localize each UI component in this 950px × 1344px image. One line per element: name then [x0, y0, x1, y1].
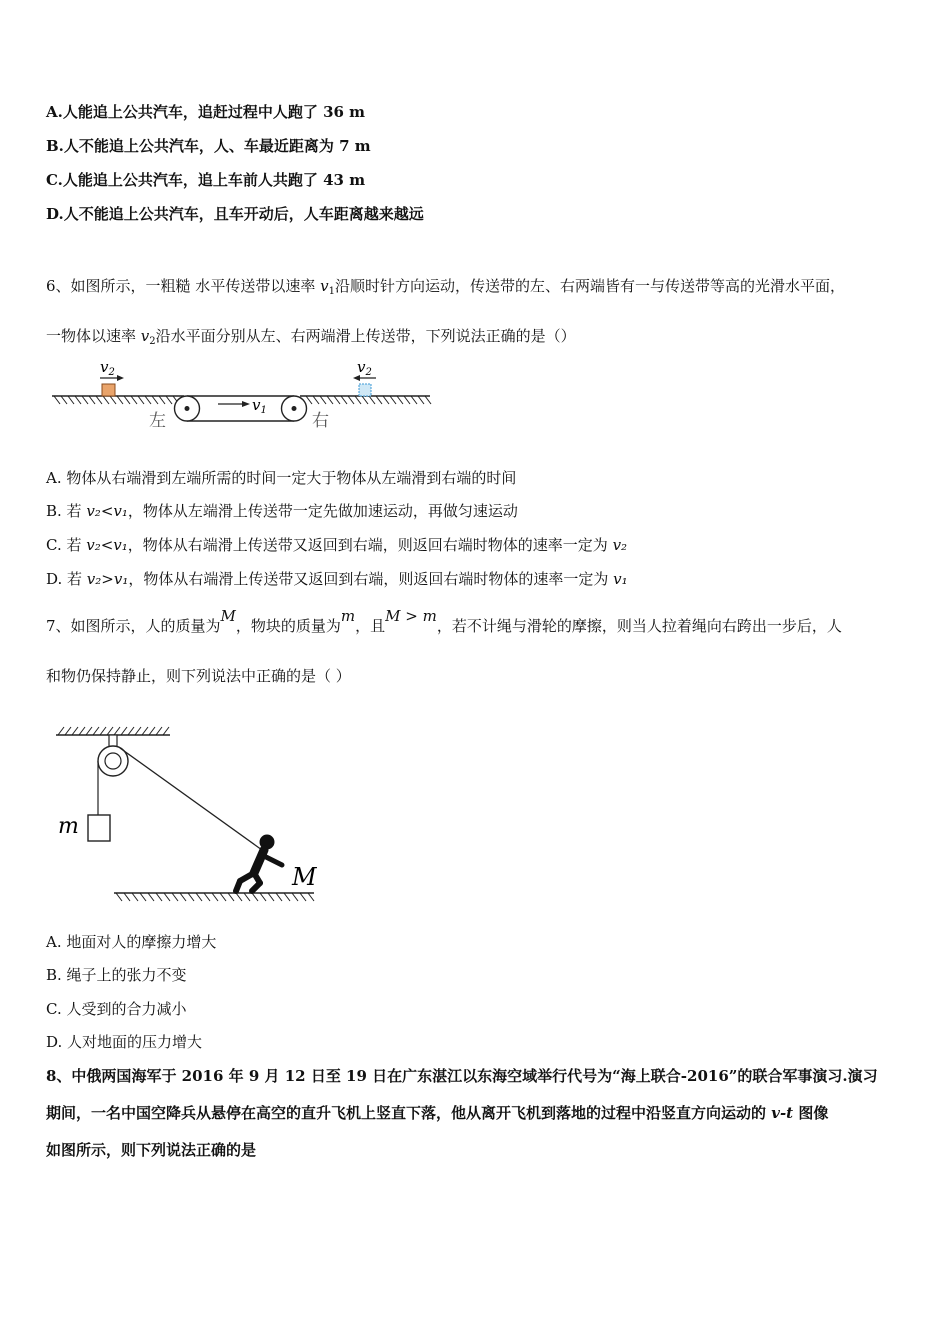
left-v2-label	[100, 358, 115, 378]
q6-option-d	[46, 569, 628, 589]
q6-option-d-post: ，物体从右端滑上传送带又返回到右端，则返回右端时物体的速率一定为	[128, 570, 614, 588]
q6-stem-v2: v	[140, 327, 150, 345]
man-silhouette	[236, 835, 282, 891]
q8-line2	[46, 1103, 828, 1123]
v1-arrowhead	[242, 401, 250, 407]
left-v2-arrowhead	[117, 375, 124, 381]
q6-option-c-post: ，物体从右端滑上传送带又返回到右端，则返回右端时物体的速率一定为	[127, 536, 613, 554]
pulley-figure	[46, 715, 336, 910]
left-ground-hatch	[54, 396, 179, 404]
q6-stem-v2-sub: 2	[149, 336, 156, 347]
q7-stem-c: ，且	[355, 617, 386, 635]
q6-option-b-post: ，物体从左端滑上传送带一定先做加速运动，再做匀速运动	[127, 502, 518, 520]
ground-hatch	[116, 893, 314, 901]
q6-stem-text-d: 沿水平面分别从左、右两端滑上传送带，下列说法正确的是（）	[155, 327, 576, 345]
q7-stem-d: ，若不计绳与滑轮的摩擦，则当人拉着绳向右跨出一步后，人	[436, 617, 842, 635]
label-M: M	[292, 863, 317, 891]
v1-label-sub: 1	[260, 405, 267, 416]
v1-label-letter: v	[252, 396, 261, 414]
left-v2-sub: 2	[108, 367, 115, 378]
right-v2-sub: 2	[365, 367, 372, 378]
right-v2-label	[357, 358, 372, 378]
q7-stem-a: 7、如图所示，人的质量为	[46, 617, 221, 635]
ceiling-hatch	[58, 727, 169, 735]
q7-sym-cond: M > m	[385, 607, 437, 625]
q7-stem-line1	[46, 607, 842, 636]
q8-vt: v-t	[771, 1104, 794, 1122]
left-block	[102, 384, 115, 396]
q8-line2-b: 图像	[793, 1104, 829, 1122]
q8-line3: 如图所示，则下列说法正确的是	[46, 1141, 257, 1159]
q6-stem-text-c: 一物体以速率	[46, 327, 141, 345]
q6-stem-v1: v	[320, 277, 329, 295]
q6-option-c-cond: v₂<v₁	[86, 536, 128, 554]
q6-option-c-end: v₂	[612, 536, 628, 554]
q6-stem-text-a: 6、如图所示，一粗糙 水平传送带以速率	[46, 277, 321, 295]
left-roller-axle	[185, 406, 190, 411]
q7-stem-line2: 和物仍保持静止，则下列说法中正确的是（ ）	[46, 667, 351, 685]
q8-line2-a: 期间，一名中国空降兵从悬停在高空的直升飞机上竖直下落，他从离开飞机到落地的过程中沿竖直方向运动的	[46, 1104, 772, 1122]
q6-option-c	[46, 535, 627, 555]
q6-option-b	[46, 501, 518, 521]
q7-option-c: C. 人受到的合力减小	[46, 1000, 187, 1018]
conveyor-belt-figure	[46, 356, 436, 436]
q7-sym-M: M	[220, 607, 236, 625]
q6-stem-line2	[46, 326, 576, 346]
q5-option-b: B.人不能追上公共汽车，人、车最近距离为 7 m	[46, 137, 371, 155]
label-right: 右	[312, 411, 329, 431]
q6-option-a: A. 物体从右端滑到左端所需的时间一定大于物体从左端滑到右端的时间	[46, 469, 517, 487]
v1-label	[252, 396, 267, 416]
q6-option-d-cond: v₂>v₁	[86, 570, 129, 588]
right-block	[359, 384, 371, 396]
label-left: 左	[149, 411, 166, 431]
q6-option-d-pre: D. 若	[46, 570, 87, 588]
q6-stem-line1	[46, 276, 845, 296]
q7-option-b: B. 绳子上的张力不变	[46, 966, 187, 984]
rope-to-man	[120, 748, 262, 850]
right-v2-letter: v	[357, 358, 366, 376]
q8-line1: 8、中俄两国海军于 2016 年 9 月 12 日至 19 日在广东湛江以东海空域举行代号为“海上联合-2016”的联合军事演习.演习	[46, 1067, 878, 1085]
right-roller-axle	[292, 406, 297, 411]
q6-stem-text-b: 沿顺时针方向运动，传送带的左、右两端皆有一与传送带等高的光滑水平面，	[334, 277, 845, 295]
q6-stem-v1-sub: 1	[328, 286, 335, 297]
left-v2-letter: v	[100, 358, 109, 376]
block-m	[88, 815, 110, 841]
q5-option-c: C.人能追上公共汽车，追上车前人共跑了 43 m	[46, 171, 366, 189]
q5-option-a: A.人能追上公共汽车，追赶过程中人跑了 36 m	[46, 103, 366, 121]
q7-sym-m: m	[340, 607, 356, 625]
q6-option-b-pre: B. 若	[46, 502, 87, 520]
q6-option-c-pre: C. 若	[46, 536, 87, 554]
q5-option-d: D.人不能追上公共汽车，且车开动后，人车距离越来越远	[46, 205, 424, 223]
q6-option-b-cond: v₂<v₁	[86, 502, 128, 520]
right-ground-hatch	[306, 396, 431, 404]
q6-option-d-end: v₁	[613, 570, 628, 588]
q7-option-a: A. 地面对人的摩擦力增大	[46, 933, 217, 951]
q7-stem-b: ，物块的质量为	[235, 617, 341, 635]
label-m: m	[58, 814, 79, 839]
q7-option-d: D. 人对地面的压力增大	[46, 1033, 203, 1051]
